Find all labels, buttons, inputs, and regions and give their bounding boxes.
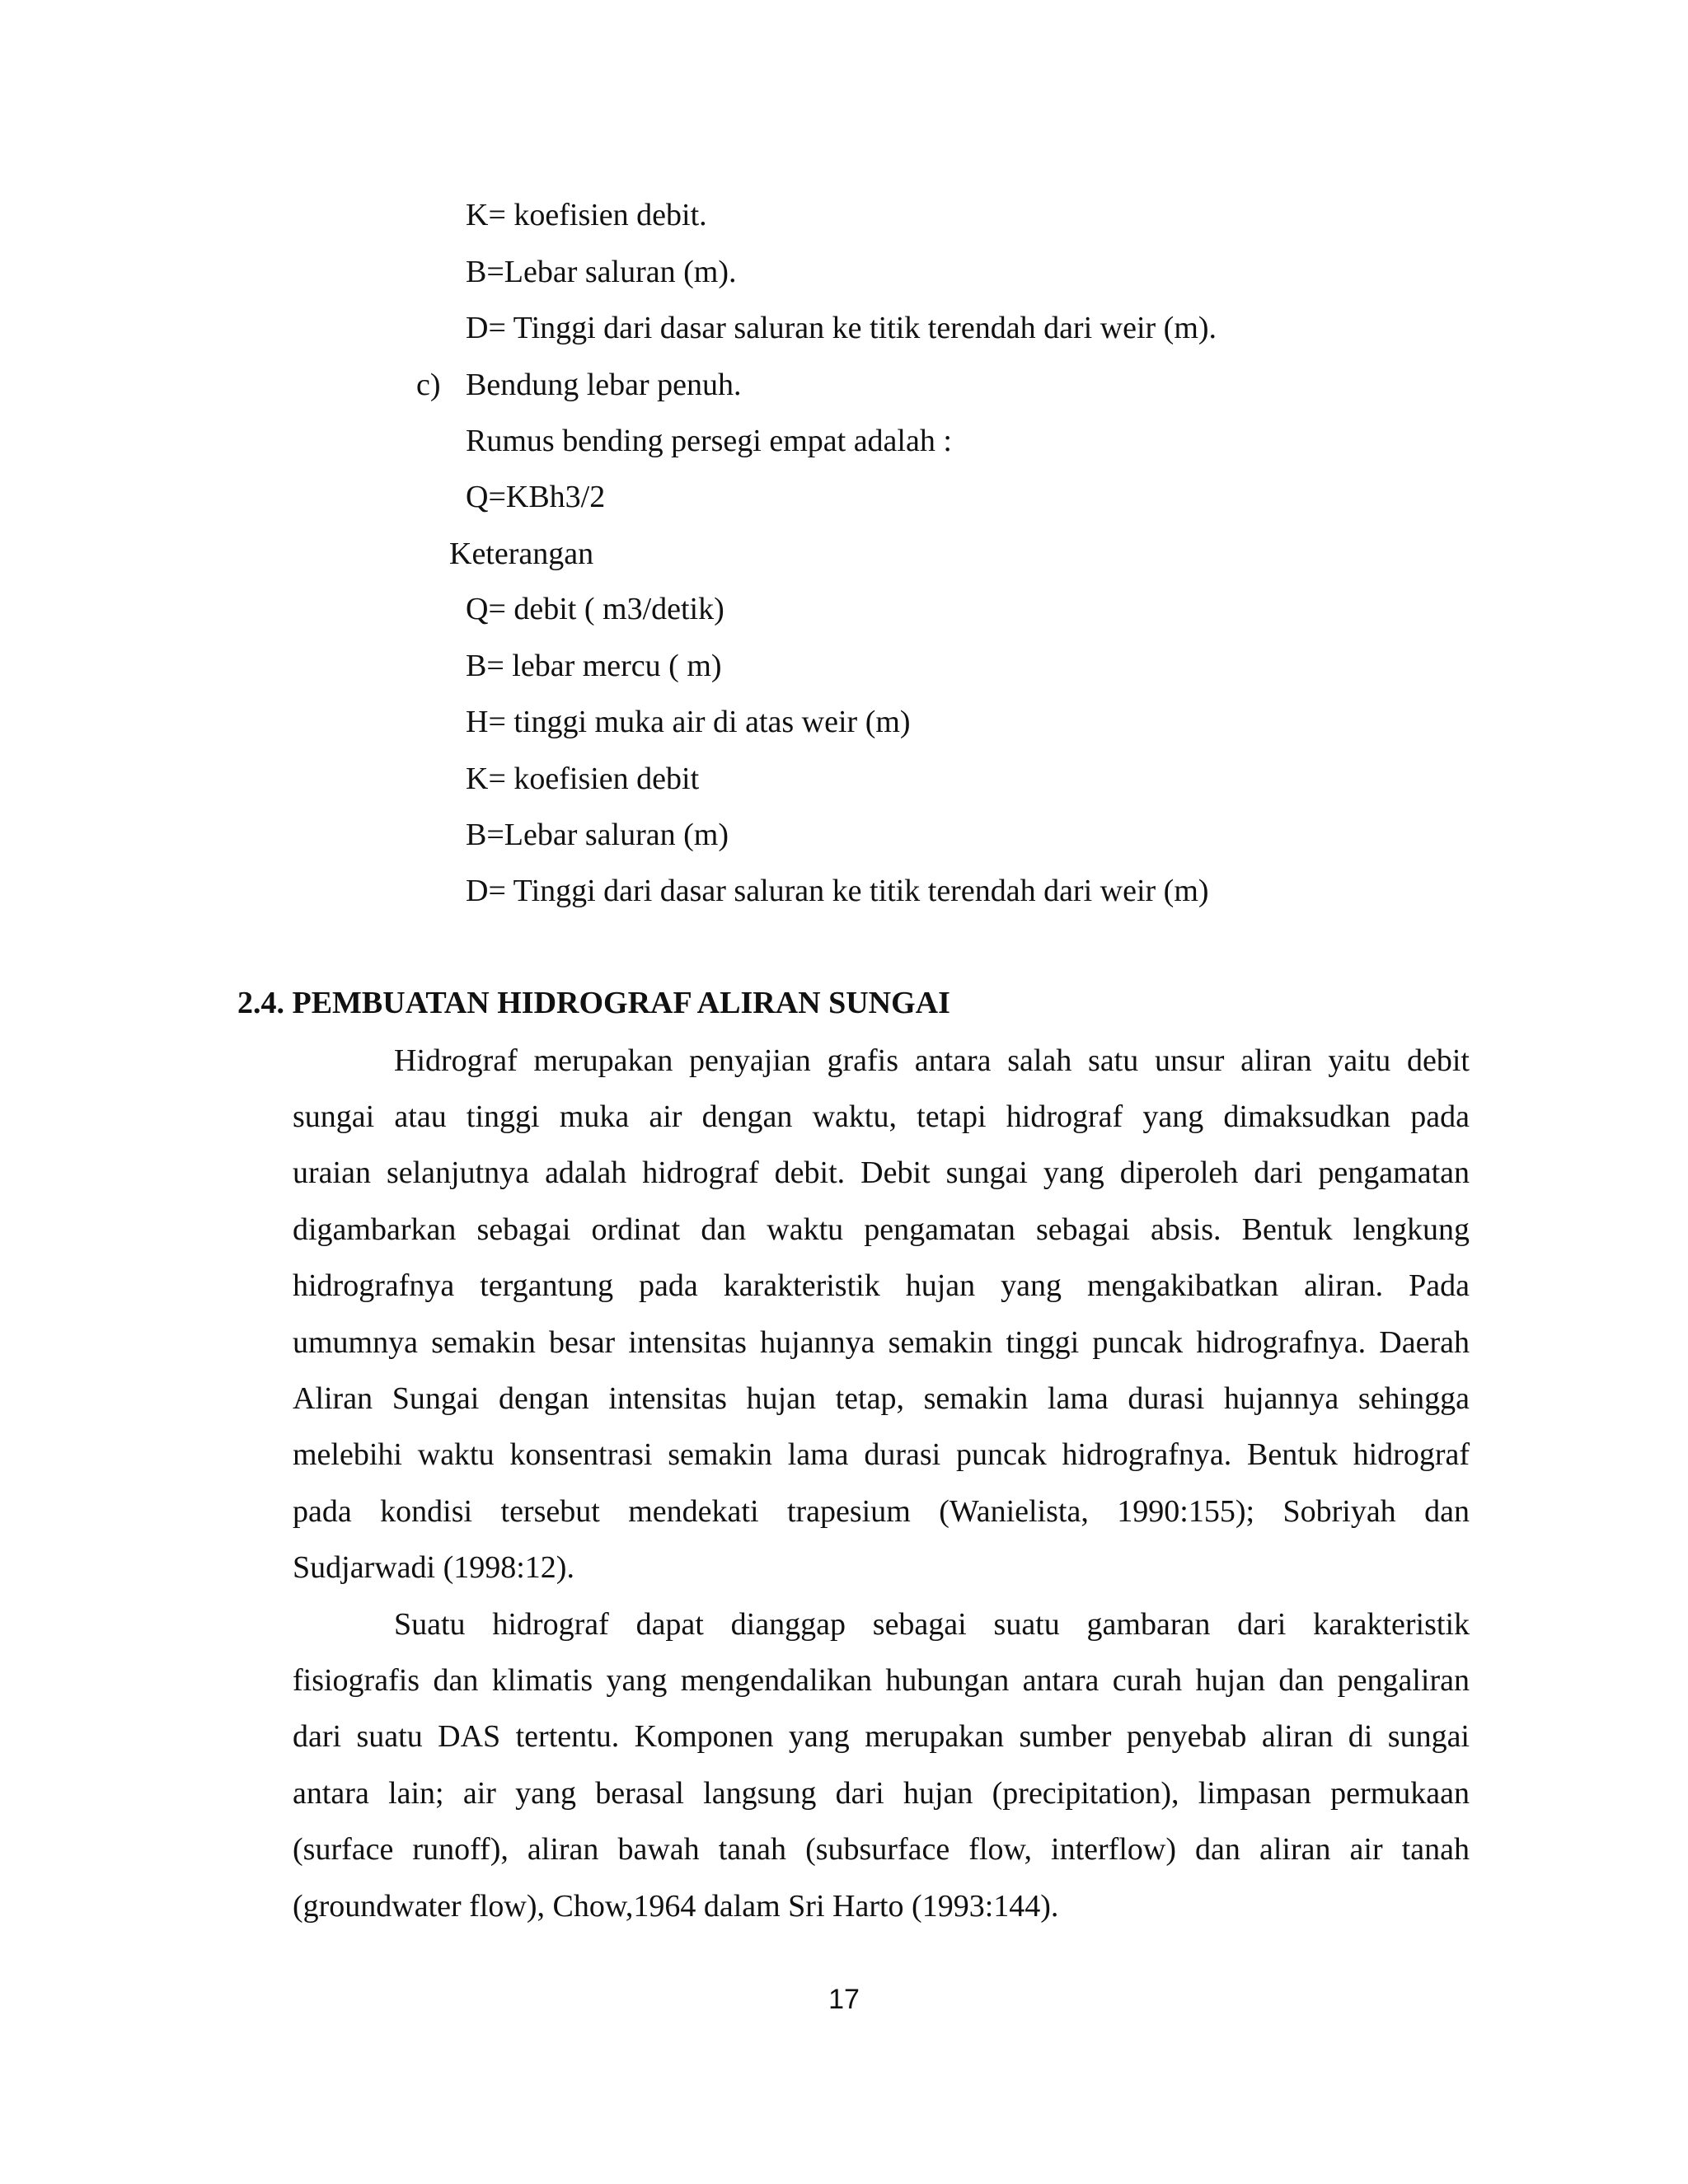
list-item-title: Bendung lebar penuh. (466, 368, 742, 402)
paragraph-line: Suatu hidrograf dapat dianggap sebagai suatu gambaran dari karakteristik (394, 1607, 1470, 1642)
paragraph-line: antara lain; air yang berasal langsung dari hujan (precipitation), limpasan permukaan (293, 1776, 1470, 1811)
paragraph-line: dari suatu DAS tertentu. Komponen yang merupakan sumber penyebab aliran di sungai (293, 1719, 1470, 1754)
keterangan-item: K= koefisien debit (466, 762, 700, 796)
keterangan-label: Keterangan (449, 537, 594, 571)
keterangan-item: H= tinggi muka air di atas weir (m) (466, 705, 911, 739)
paragraph-line: pada kondisi tersebut mendekati trapesium (Wanielista, 1990:155); Sobriyah dan (293, 1494, 1470, 1529)
keterangan-item: D= Tinggi dari dasar saluran ke titik terendah dari weir (m) (466, 874, 1209, 908)
definition-line: D= Tinggi dari dasar saluran ke titik terendah dari weir (m). (466, 311, 1217, 345)
formula-intro: Rumus bending persegi empat adalah : (466, 424, 952, 458)
keterangan-item: B= lebar mercu ( m) (466, 649, 722, 683)
paragraph-line: Hidrograf merupakan penyajian grafis antara salah satu unsur aliran yaitu debit (394, 1043, 1470, 1078)
paragraph-line: Aliran Sungai dengan intensitas hujan tetap, semakin lama durasi hujannya sehingga (293, 1381, 1470, 1416)
section-heading: 2.4. PEMBUATAN HIDROGRAF ALIRAN SUNGAI (237, 986, 950, 1020)
paragraph-line: (surface runoff), aliran bawah tanah (subsurface flow, interflow) dan aliran air tanah (293, 1832, 1470, 1867)
paragraph-line: fisiografis dan klimatis yang mengendalikan hubungan antara curah hujan dan pengaliran (293, 1663, 1470, 1698)
page-number: 17 (828, 1984, 860, 2015)
formula: Q=KBh3/2 (466, 480, 606, 514)
paragraph-line: uraian selanjutnya adalah hidrograf debit. Debit sungai yang diperoleh dari pengamatan (293, 1155, 1470, 1190)
list-marker: c) (416, 368, 441, 402)
paragraph-line: sungai atau tinggi muka air dengan waktu, tetapi hidrograf yang dimaksudkan pada (293, 1099, 1470, 1134)
definition-line: B=Lebar saluran (m). (466, 255, 737, 289)
paragraph-line: digambarkan sebagai ordinat dan waktu pengamatan sebagai absis. Bentuk lengkung (293, 1212, 1470, 1247)
paragraph-line: umumnya semakin besar intensitas hujannya semakin tinggi puncak hidrografnya. Daerah (293, 1325, 1470, 1360)
keterangan-item: B=Lebar saluran (m) (466, 818, 729, 852)
paragraph-line: (groundwater flow), Chow,1964 dalam Sri Harto (1993:144). (293, 1889, 1059, 1924)
definition-line: K= koefisien debit. (466, 198, 707, 232)
keterangan-item: Q= debit ( m3/detik) (466, 592, 724, 626)
paragraph-line: melebihi waktu konsentrasi semakin lama durasi puncak hidrografnya. Bentuk hidrograf (293, 1437, 1470, 1472)
paragraph-line: Sudjarwadi (1998:12). (293, 1550, 574, 1585)
paragraph-line: hidrografnya tergantung pada karakteristik hujan yang mengakibatkan aliran. Pada (293, 1268, 1470, 1303)
